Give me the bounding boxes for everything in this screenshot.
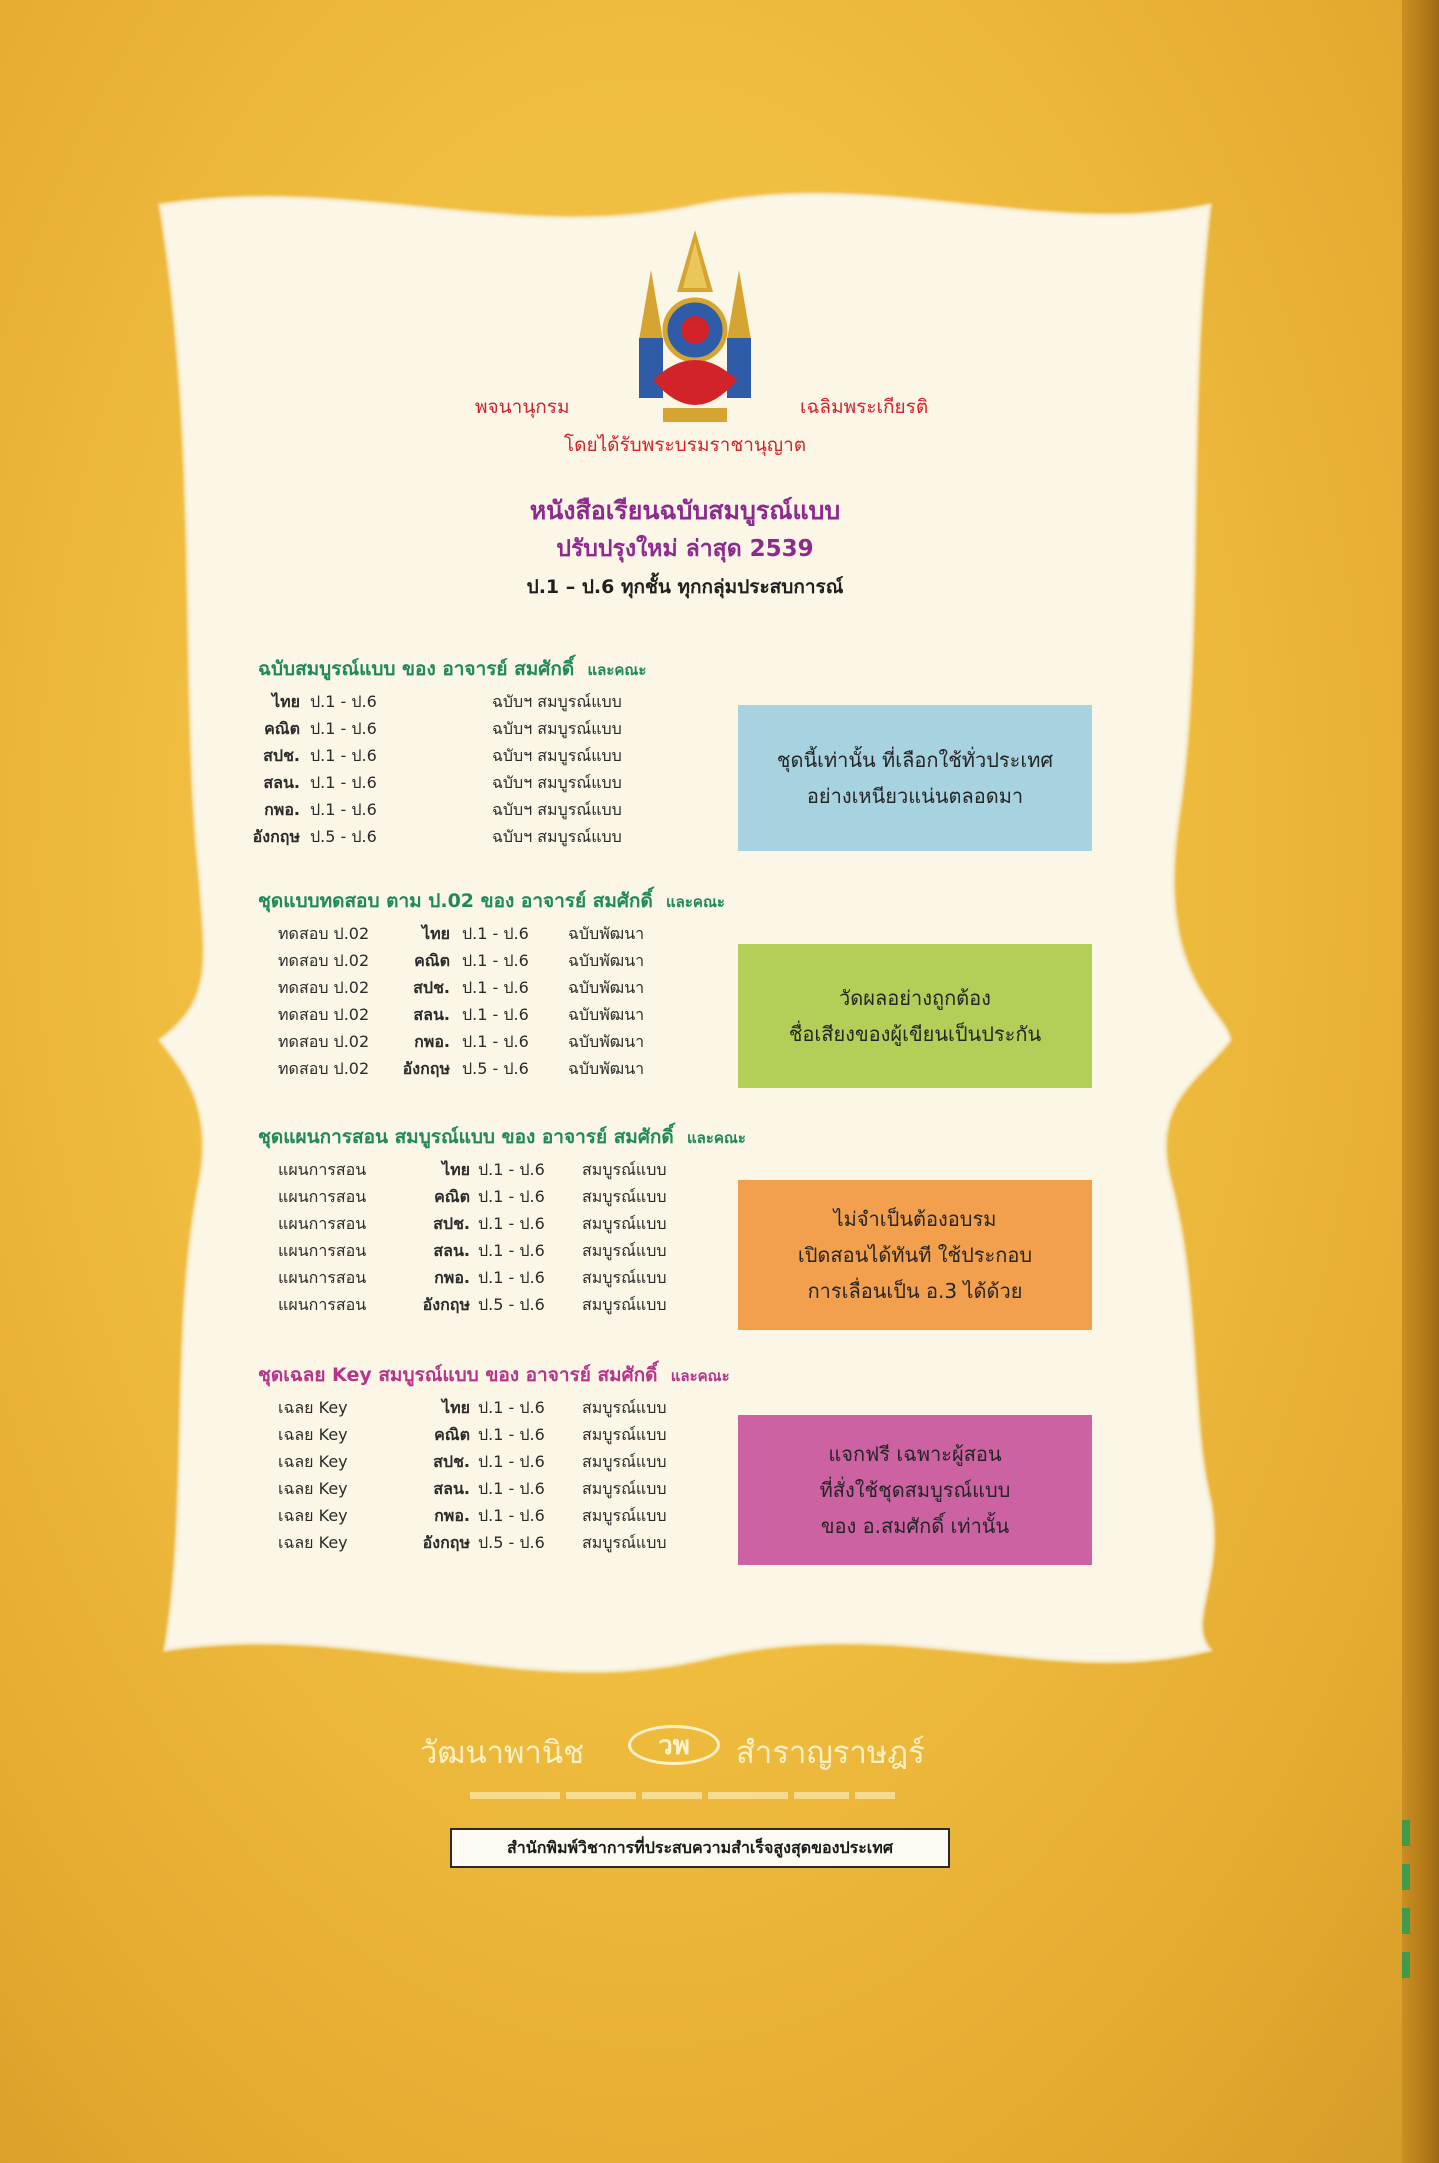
row-prefix: แผนการสอน [278,1295,367,1314]
row-prefix: เฉลย Key [278,1533,348,1552]
row-grade: ป.1 - ป.6 [462,1005,529,1024]
row-edition: สมบูรณ์แบบ [582,1479,667,1498]
row-subject: สปช. [433,1214,470,1233]
row-subject: อังกฤษ [252,827,300,846]
callout-line: แจกฟรี เฉพาะผู้สอน [828,1442,1002,1466]
row-grade: ป.1 - ป.6 [462,951,529,970]
callout-free-for-teachers [738,1415,1092,1565]
row-prefix: เฉลย Key [278,1398,348,1417]
row-prefix: ทดสอบ ป.02 [278,1059,370,1078]
row-prefix: ทดสอบ ป.02 [278,924,370,943]
row-edition: สมบูรณ์แบบ [582,1268,667,1287]
list-row [160,1477,720,1504]
row-grade: ป.1 - ป.6 [462,1032,529,1051]
publisher-logo-icon: วพ [628,1725,720,1765]
list-row [160,1531,720,1558]
callout-line: การเลื่อนเป็น อ.3 ได้ด้วย [807,1279,1023,1303]
row-edition: ฉบับพัฒนา [568,978,645,997]
row-subject: ไทย [442,1160,470,1179]
row-grade: ป.5 - ป.6 [478,1533,545,1552]
row-edition: สมบูรณ์แบบ [582,1241,667,1260]
publisher-logo-line [420,1715,980,1775]
row-grade: ป.1 - ป.6 [310,719,377,738]
row-subject: ไทย [422,924,450,943]
row-edition: ฉบับฯ สมบูรณ์แบบ [492,800,622,819]
callout-line: เปิดสอนได้ทันที ใช้ประกอบ [797,1243,1033,1267]
list-row [160,1266,720,1293]
row-subject: สปช. [433,1452,470,1471]
list-row [160,1293,720,1320]
row-subject: อังกฤษ [422,1533,470,1552]
callout-line: ที่สั่งใช้ชุดสมบูรณ์แบบ [819,1478,1011,1502]
list-row [160,1158,720,1185]
royal-emblem-icon [625,230,765,430]
list-row [160,1212,720,1239]
row-subject: ไทย [272,692,300,711]
section-complete-edition-title [258,654,646,684]
row-subject: สลน. [413,1005,450,1024]
heading-title: หนังสือเรียนฉบับสมบูรณ์แบบ [529,496,841,525]
row-edition: ฉบับฯ สมบูรณ์แบบ [492,692,622,711]
row-prefix: แผนการสอน [278,1268,367,1287]
callout-accurate-evaluation [738,944,1092,1088]
emblem-caption-left: พจนานุกรม [475,396,570,418]
callout-nationwide [738,705,1092,851]
row-edition: ฉบับฯ สมบูรณ์แบบ [492,773,622,792]
list-row [160,1239,720,1266]
emblem-caption-right: เฉลิมพระเกียรติ [800,396,929,418]
row-subject: กพอ. [434,1268,470,1287]
list-row [160,744,720,771]
row-subject: คณิต [264,719,300,738]
row-edition: สมบูรณ์แบบ [582,1187,667,1206]
callout-line: ชื่อเสียงของผู้เขียนเป็นประกัน [788,1022,1042,1046]
row-edition: ฉบับพัฒนา [568,924,645,943]
callout-line: ไม่จำเป็นต้องอบรม [833,1207,997,1231]
row-grade: ป.1 - ป.6 [478,1214,545,1233]
publisher-faint-subtitle [470,1785,920,1799]
row-subject: คณิต [414,951,450,970]
row-grade: ป.1 - ป.6 [310,746,377,765]
row-grade: ป.5 - ป.6 [478,1295,545,1314]
row-grade: ป.1 - ป.6 [310,692,377,711]
list-row [160,825,720,852]
row-prefix: แผนการสอน [278,1187,367,1206]
list-row [160,1003,720,1030]
section-test-set-title [258,886,725,916]
row-grade: ป.5 - ป.6 [462,1059,529,1078]
row-grade: ป.1 - ป.6 [462,978,529,997]
complete-edition-list [160,690,720,852]
callout-line: ชุดนี้เท่านั้น ที่เลือกใช้ทั่วประเทศ [776,748,1054,772]
section-title-suffix: และคณะ [670,1367,730,1385]
list-row [160,1450,720,1477]
row-subject: สลน. [433,1241,470,1260]
row-grade: ป.1 - ป.6 [310,800,377,819]
section-title-suffix: และคณะ [666,893,725,911]
test-set-list [160,922,720,1084]
row-subject: สปช. [263,746,300,765]
row-edition: ฉบับพัฒนา [568,1032,645,1051]
list-row [160,1185,720,1212]
section-title-text: ชุดแผนการสอน สมบูรณ์แบบ ของ อาจารย์ สมศักดิ์ [258,1126,674,1148]
row-grade: ป.1 - ป.6 [478,1241,545,1260]
list-row [160,690,720,717]
row-grade: ป.1 - ป.6 [462,924,529,943]
row-edition: ฉบับพัฒนา [568,951,645,970]
content-panel [160,190,1210,1810]
list-row [160,922,720,949]
row-grade: ป.1 - ป.6 [478,1506,545,1525]
row-grade: ป.1 - ป.6 [478,1479,545,1498]
callout-line: ของ อ.สมศักดิ์ เท่านั้น [820,1514,1010,1538]
row-grade: ป.1 - ป.6 [310,773,377,792]
list-row [160,798,720,825]
row-edition: ฉบับฯ สมบูรณ์แบบ [492,746,622,765]
row-subject: สลน. [433,1479,470,1498]
publisher-name-left: วัฒนาพานิช [420,1735,585,1771]
section-title-text: ชุดเฉลย Key สมบูรณ์แบบ ของ อาจารย์ สมศักดิ์ [258,1364,658,1386]
row-edition: ฉบับฯ สมบูรณ์แบบ [492,827,622,846]
row-subject: กพอ. [434,1506,470,1525]
row-prefix: แผนการสอน [278,1214,367,1233]
section-title-suffix: และคณะ [686,1129,746,1147]
row-edition: สมบูรณ์แบบ [582,1533,667,1552]
list-row [160,1057,720,1084]
callout-no-training [738,1180,1092,1330]
row-prefix: เฉลย Key [278,1452,348,1471]
row-subject: คณิต [434,1187,470,1206]
row-edition: ฉบับพัฒนา [568,1005,645,1024]
row-subject: อังกฤษ [422,1295,470,1314]
heading-block [160,492,1210,606]
row-edition: สมบูรณ์แบบ [582,1398,667,1417]
row-edition: ฉบับฯ สมบูรณ์แบบ [492,719,622,738]
row-subject: อังกฤษ [402,1059,450,1078]
section-answer-key-title [258,1360,730,1390]
heading-grades: ป.1 – ป.6 ทุกชั้น ทุกกลุ่มประสบการณ์ [526,576,844,598]
row-subject: กพอ. [264,800,300,819]
row-grade: ป.1 - ป.6 [478,1268,545,1287]
row-prefix: ทดสอบ ป.02 [278,1032,370,1051]
list-row [160,949,720,976]
row-subject: ไทย [442,1398,470,1417]
row-grade: ป.1 - ป.6 [478,1187,545,1206]
list-row [160,717,720,744]
row-prefix: ทดสอบ ป.02 [278,951,370,970]
row-prefix: ทดสอบ ป.02 [278,978,370,997]
row-edition: สมบูรณ์แบบ [582,1160,667,1179]
list-row [160,1396,720,1423]
callout-line: อย่างเหนียวแน่นตลอดมา [806,784,1024,808]
callout-line: วัดผลอย่างถูกต้อง [839,986,991,1010]
row-grade: ป.1 - ป.6 [478,1452,545,1471]
row-subject: สปช. [413,978,450,997]
publisher-tagline: สำนักพิมพ์วิชาการที่ประสบความสำเร็จสูงสุดของประเทศ [450,1828,950,1868]
row-edition: ฉบับพัฒนา [568,1059,645,1078]
section-title-text: ฉบับสมบูรณ์แบบ ของ อาจารย์ สมศักดิ์ [258,658,575,680]
list-row [160,976,720,1003]
row-prefix: เฉลย Key [278,1506,348,1525]
list-row [160,1423,720,1450]
row-edition: สมบูรณ์แบบ [582,1214,667,1233]
row-grade: ป.5 - ป.6 [310,827,377,846]
row-grade: ป.1 - ป.6 [478,1425,545,1444]
row-prefix: แผนการสอน [278,1241,367,1260]
list-row [160,771,720,798]
section-title-text: ชุดแบบทดสอบ ตาม ป.02 ของ อาจารย์ สมศักดิ์ [258,890,653,912]
row-prefix: เฉลย Key [278,1425,348,1444]
answer-key-list [160,1396,720,1558]
row-prefix: เฉลย Key [278,1479,348,1498]
publisher-name-right: สำราญราษฎร์ [736,1735,925,1771]
row-edition: สมบูรณ์แบบ [582,1425,667,1444]
row-prefix: ทดสอบ ป.02 [278,1005,370,1024]
row-subject: สลน. [263,773,300,792]
row-subject: คณิต [434,1425,470,1444]
row-grade: ป.1 - ป.6 [478,1160,545,1179]
row-prefix: แผนการสอน [278,1160,367,1179]
row-edition: สมบูรณ์แบบ [582,1295,667,1314]
row-edition: สมบูรณ์แบบ [582,1452,667,1471]
list-row [160,1030,720,1057]
row-subject: กพอ. [414,1032,450,1051]
section-lesson-plan-title [258,1122,746,1152]
section-title-suffix: และคณะ [587,661,647,679]
royal-permission-text: โดยได้รับพระบรมราชานุญาต [563,434,807,456]
heading-revision: ปรับปรุงใหม่ ล่าสุด 2539 [556,536,814,562]
lesson-plan-list [160,1158,720,1320]
row-grade: ป.1 - ป.6 [478,1398,545,1417]
row-edition: สมบูรณ์แบบ [582,1506,667,1525]
list-row [160,1504,720,1531]
